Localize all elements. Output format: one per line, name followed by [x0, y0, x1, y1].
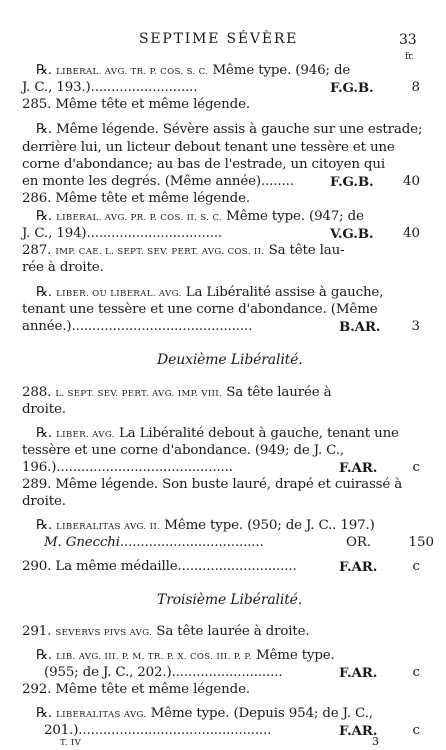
grade-label: V.G.B. — [330, 226, 374, 242]
text-line: ℞. LIBER. OU LIBERAL. AVG. La Libéralité assise à gauche, — [36, 285, 384, 300]
text-line: ℞. LIB. AVG. III. P. M. TR. P. X. COS. III. P. P. Même type. — [36, 648, 335, 663]
text-line: corne d'abondance; au bas de l'estrade, un citoyen qui — [22, 157, 385, 172]
text-line: (955; de J. C., 202.)........................... — [44, 665, 283, 680]
entry-286: 286. Même tête et même légende. — [22, 191, 250, 206]
text-line: ℞. LIBER. AVG. La Libéralité debout à gauche, tenant une — [36, 426, 399, 441]
entry-292: 292. Même tête et même légende. — [22, 682, 250, 697]
metal-label: OR. — [346, 535, 371, 550]
text-line: J. C., 194)................................. — [22, 226, 223, 241]
column-label: fr. — [405, 52, 415, 62]
entry-288: 288. L. SEPT. SEV. PERT. AVG. IMP. VIII. Sa tête laurée à — [22, 385, 332, 400]
price: 40 — [402, 226, 420, 241]
text-line: J. C., 193.).......................... — [22, 80, 198, 95]
price: c — [412, 559, 420, 574]
grade-label: F.AR. — [339, 723, 378, 739]
section-heading: Troisième Libéralité. — [157, 592, 303, 608]
grade-label: B.AR. — [339, 319, 381, 335]
entry-291: 291. SEVERVS PIVS AVG. Sa tête laurée à droite. — [22, 624, 310, 639]
text-line: tessère et une corne d'abondance. (949; de J. C., — [22, 443, 345, 458]
text-line: ℞. Même légende. Sévère assis à gauche sur une estrade; — [36, 122, 423, 137]
entry-285: 285. Même tête et même légende. — [22, 97, 250, 112]
price: c — [412, 460, 420, 475]
price: c — [412, 723, 420, 738]
entry-290: 290. La même médaille............................. — [22, 559, 297, 574]
grade-label: F.AR. — [339, 665, 378, 681]
price: 8 — [411, 80, 420, 95]
grade-label: F.G.B. — [330, 174, 374, 190]
gathering-number: 3 — [372, 735, 379, 748]
entry-287: 287. IMP. CAE. L. SEPT. SEV. PERT. AVG. COS. II. Sa tête lau- — [22, 243, 345, 258]
text-line: rée à droite. — [22, 260, 104, 275]
text-line: M. Gnecchi................................... — [44, 535, 264, 550]
price: 3 — [411, 319, 420, 334]
text-line: tenant une tessère et une corne d'abondance. (Même — [22, 302, 378, 317]
text-line: ℞. LIBERALITAS AVG. II. Même type. (950; de J. C.. 197.) — [36, 518, 375, 533]
price: 40 — [402, 174, 420, 189]
text-line: ℞. LIBERAL. AVG. PR. P. COS. II. S. C. Même type. (947; de — [36, 209, 364, 224]
text-line: droite. — [22, 402, 66, 417]
text-line: année.)............................................ — [22, 319, 253, 334]
text-line: en monte les degrés. (Même année)........ — [22, 174, 294, 189]
section-heading: Deuxième Libéralité. — [157, 352, 303, 368]
text-line: 196.)........................................... — [22, 460, 233, 475]
running-header: SEPTIME SÉVÈRE — [139, 31, 299, 47]
text-line: 201.)............................................... — [44, 723, 272, 738]
page-number: 33 — [399, 32, 417, 48]
price: c — [412, 665, 420, 680]
text-line: ℞. LIBERALITAS AVG. Même type. (Depuis 954; de J. C., — [36, 706, 373, 721]
signature-mark: T. IV — [60, 738, 82, 748]
text-line: derrière lui, un licteur debout tenant une tessère et une — [22, 140, 395, 155]
grade-label: F.AR. — [339, 460, 378, 476]
grade-label: F.AR. — [339, 559, 378, 575]
grade-label: F.G.B. — [330, 80, 374, 96]
text-line: ℞. LIBERAL. AVG. TR. P. COS. S. C. Même type. (946; de — [36, 63, 351, 78]
text-line: droite. — [22, 494, 66, 509]
entry-289: 289. Même légende. Son buste lauré, drapé et cuirassé à — [22, 477, 403, 492]
price: 150 — [408, 535, 434, 550]
